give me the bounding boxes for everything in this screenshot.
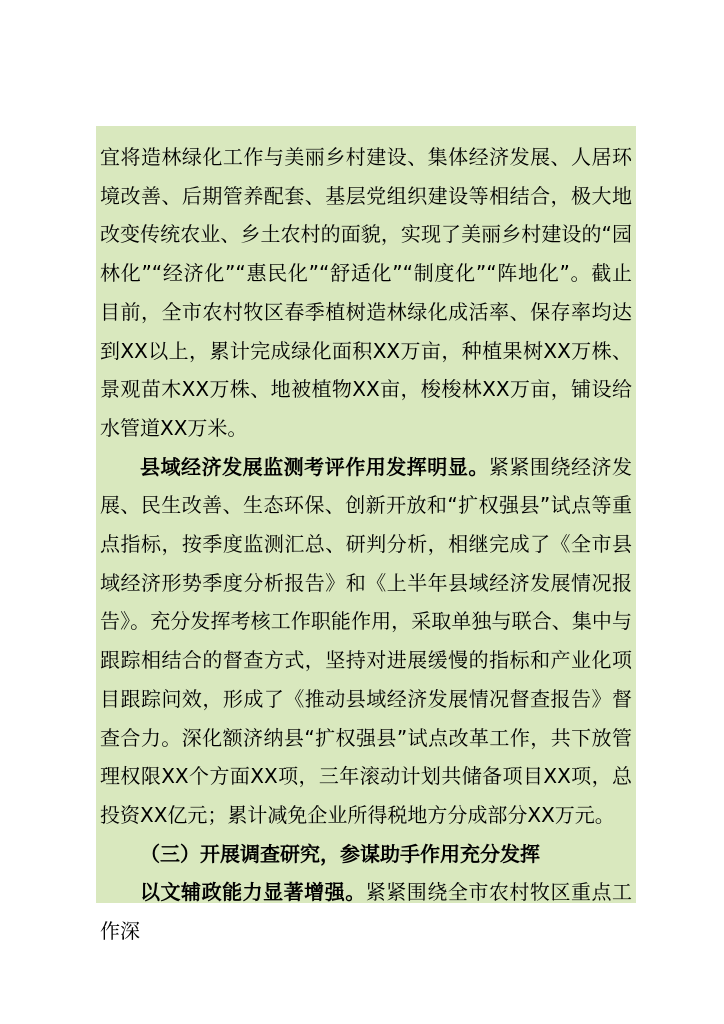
section-heading: （三）开展调查研究，参谋助手作用充分发挥 (140, 841, 540, 866)
paragraph-text: 紧紧围绕经济发展、民生改善、生态环保、创新开放和“扩权强县”试点等重点指标，按季度监测汇总、研判分析，相继完成了《全市县域经济形势季度分析报告》和《上半年县域经济发展情况报告》。充分发挥考核工作职能作用，采取单独与联合、集中与跟踪相结合的督查方式，坚持对进展缓慢的指标和产业化项目跟踪问效，形成了《推动县域经济发展情况督查报告》督查合力。深化额济纳县“扩权强县”试点改革工作，共下放管理权限XX个方面XX项，三年滚动计划共储备项目XX项，总投资XX亿元；累计减免企业所得税地方分成部分XX万元。 (100, 454, 633, 827)
paragraph-lead: 以文辅政能力显著增强。 (140, 880, 366, 905)
paragraph-lead: 县域经济发展监测考评作用发挥明显。 (140, 454, 489, 479)
paragraph-text: 宜将造林绿化工作与美丽乡村建设、集体经济发展、人居环境改善、后期管养配套、基层党组织建设等相结合，极大地改变传统农业、乡土农村的面貌，实现了美丽乡村建设的“园林化”“经济化”“惠民化”“舒适化”“制度化”“阵地化”。截止目前，全市农村牧区春季植树造林绿化成活率、保存率均达到XX以上，累计完成绿化面积XX万亩，种植果树XX万株、景观苗木XX万株、地被植物XX亩，梭梭林XX万亩，铺设给水管道XX万米。 (100, 145, 632, 440)
paragraph-afforestation (100, 138, 632, 448)
highlighted-text-block (96, 126, 636, 944)
paragraph-county-economy (100, 448, 632, 835)
paragraph-writing-support (100, 873, 632, 950)
paragraph-text: 紧紧围绕全市农村牧区重点工作深 (100, 880, 633, 944)
